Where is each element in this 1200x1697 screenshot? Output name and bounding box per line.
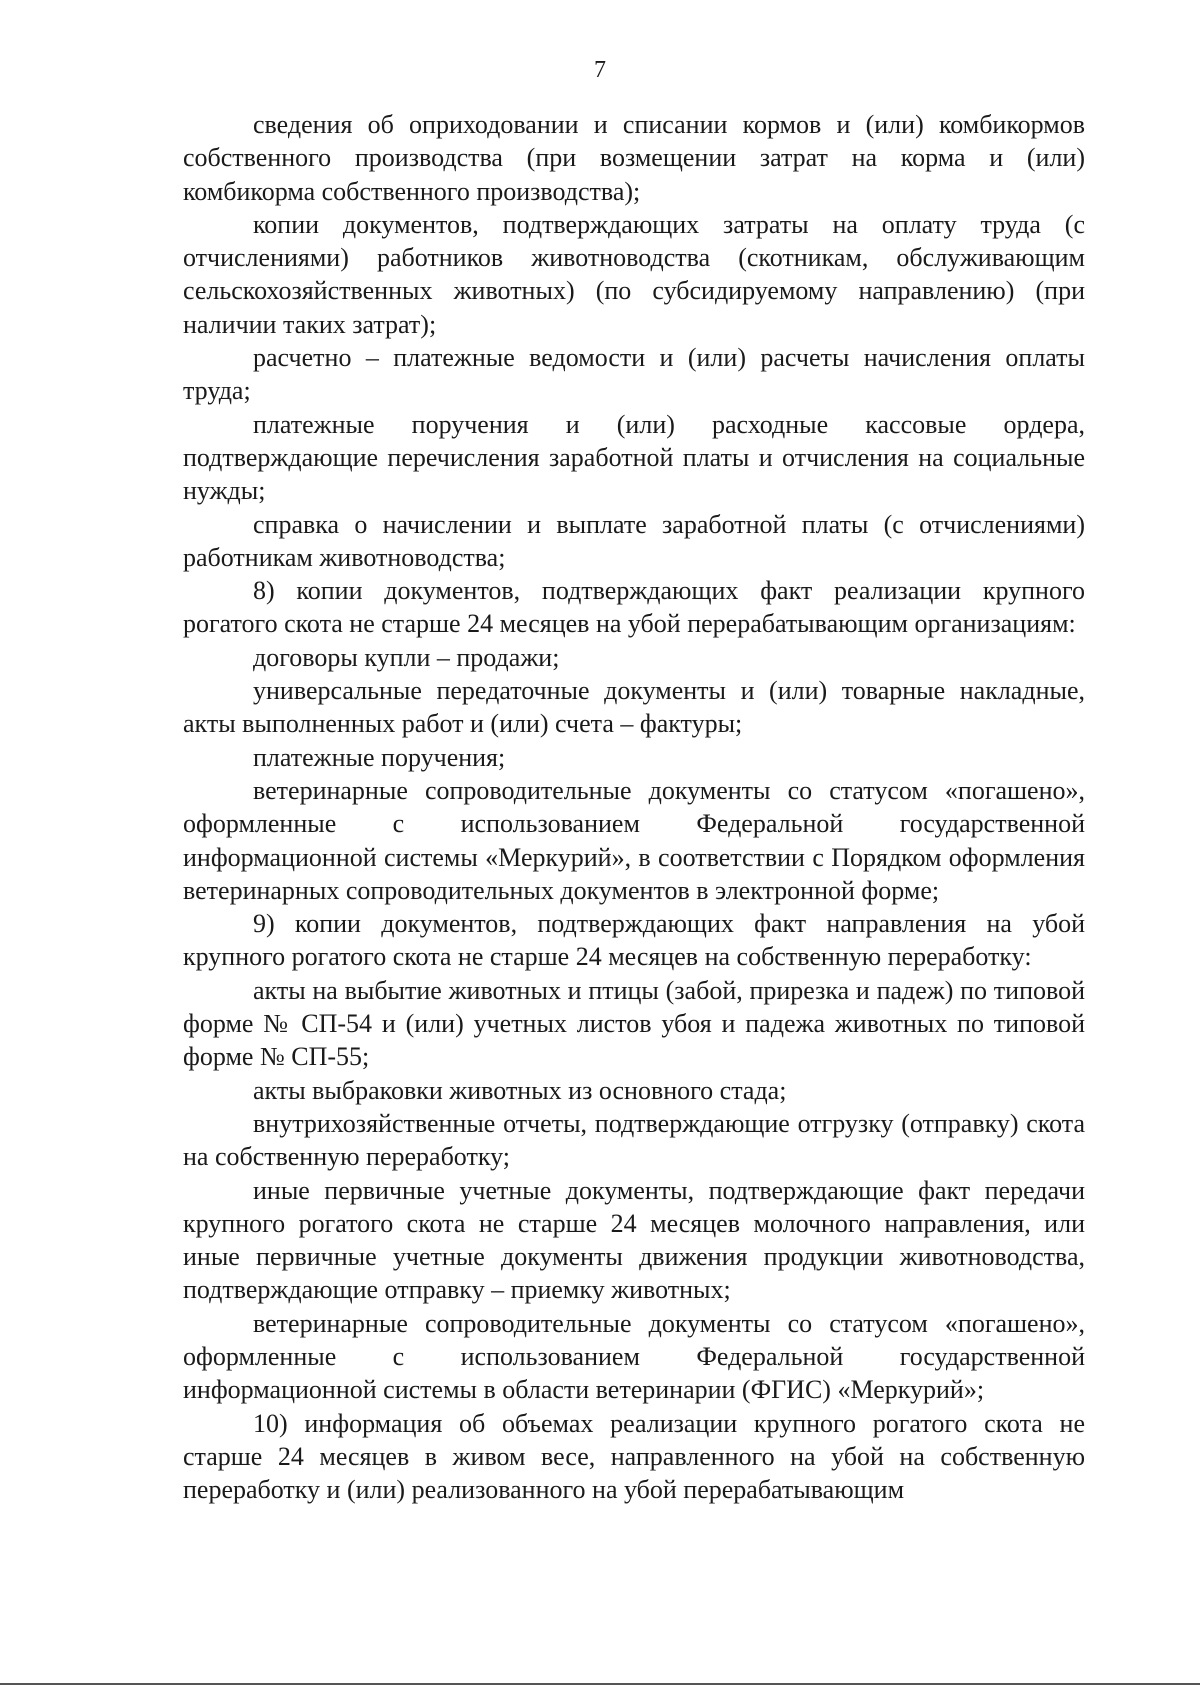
paragraph-disposal-acts: акты на выбытие животных и птицы (забой, прирезка и падеж) по типовой форме № СП-54 и (или) учетных листов убоя и падежа животных по типовой форме № СП-55; [183,975,1085,1072]
document-body [183,108,1085,1506]
page-number: 7 [594,57,606,83]
paragraph-culling-acts: акты выбраковки животных из основного стада; [253,1075,787,1105]
paragraph-salary-certificate: справка о начислении и выплате заработной платы (с отчислениями) работникам животноводства; [183,509,1085,572]
paragraph-vet-documents-1: ветеринарные сопроводительные документы со статусом «погашено», оформленные с использованием Федеральной государственной информационной системы «Меркурий», в соответствии с Порядком оформления ветеринарных сопроводительных документов в электронной форме; [183,775,1085,905]
paragraph-transfer-documents: универсальные передаточные документы и (или) товарные накладные, акты выполненных работ и (или) счета – фактуры; [183,676,1085,739]
paragraph-vet-documents-2: ветеринарные сопроводительные документы со статусом «погашено», оформленные с использованием Федеральной государственной информационной системы в области ветеринарии (ФГИС) «Меркурий»; [183,1308,1085,1405]
paragraph-sale-contracts: договоры купли – продажи; [253,642,560,672]
paragraph-internal-reports: внутрихозяйственные отчеты, подтверждающие отгрузку (отправку) скота на собственную переработку; [183,1108,1085,1172]
paragraph-payment-orders: платежные поручения и (или) расходные кассовые ордера, подтверждающие перечисления заработной платы и отчисления на социальные нужды; [183,409,1085,506]
paragraph-item-10: 10) информация об объемах реализации крупного рогатого скота не старше 24 месяцев в живом весе, направленного на убой на собственную переработку и (или) реализованного на убой перерабатывающим [183,1408,1085,1505]
paragraph-payroll-statements: расчетно – платежные ведомости и (или) расчеты начисления оплаты труда; [183,343,1085,406]
paragraph-payment-orders-short: платежные поручения; [253,742,506,772]
paragraph-feed-records: сведения об оприходовании и списании кормов и (или) комбикормов собственного производства (при возмещении затрат на корма и (или) комбикорма собственного производства); [183,110,1085,206]
paragraph-labor-cost-docs: копии документов, подтверждающих затраты на оплату труда (с отчислениями) работников животноводства (скотникам, обслуживающим сельскохозяйственных животных) (по субсидируемому направлению) (при наличии таких затрат); [183,209,1085,339]
paragraph-other-primary-docs: иные первичные учетные документы, подтверждающие факт передачи крупного рогатого скота не старше 24 месяцев молочного направления, или иные первичные учетные документы движения продукции животноводства, подтверждающие отправку – приемку животных; [183,1175,1085,1305]
paragraph-item-8: 8) копии документов, подтверждающих факт реализации крупного рогатого скота не старше 24 месяцев на убой перерабатывающим организациям: [183,576,1085,639]
bottom-divider [0,1683,1200,1685]
paragraph-item-9: 9) копии документов, подтверждающих факт направления на убой крупного рогатого скота не старше 24 месяцев на собственную переработку: [183,909,1085,972]
